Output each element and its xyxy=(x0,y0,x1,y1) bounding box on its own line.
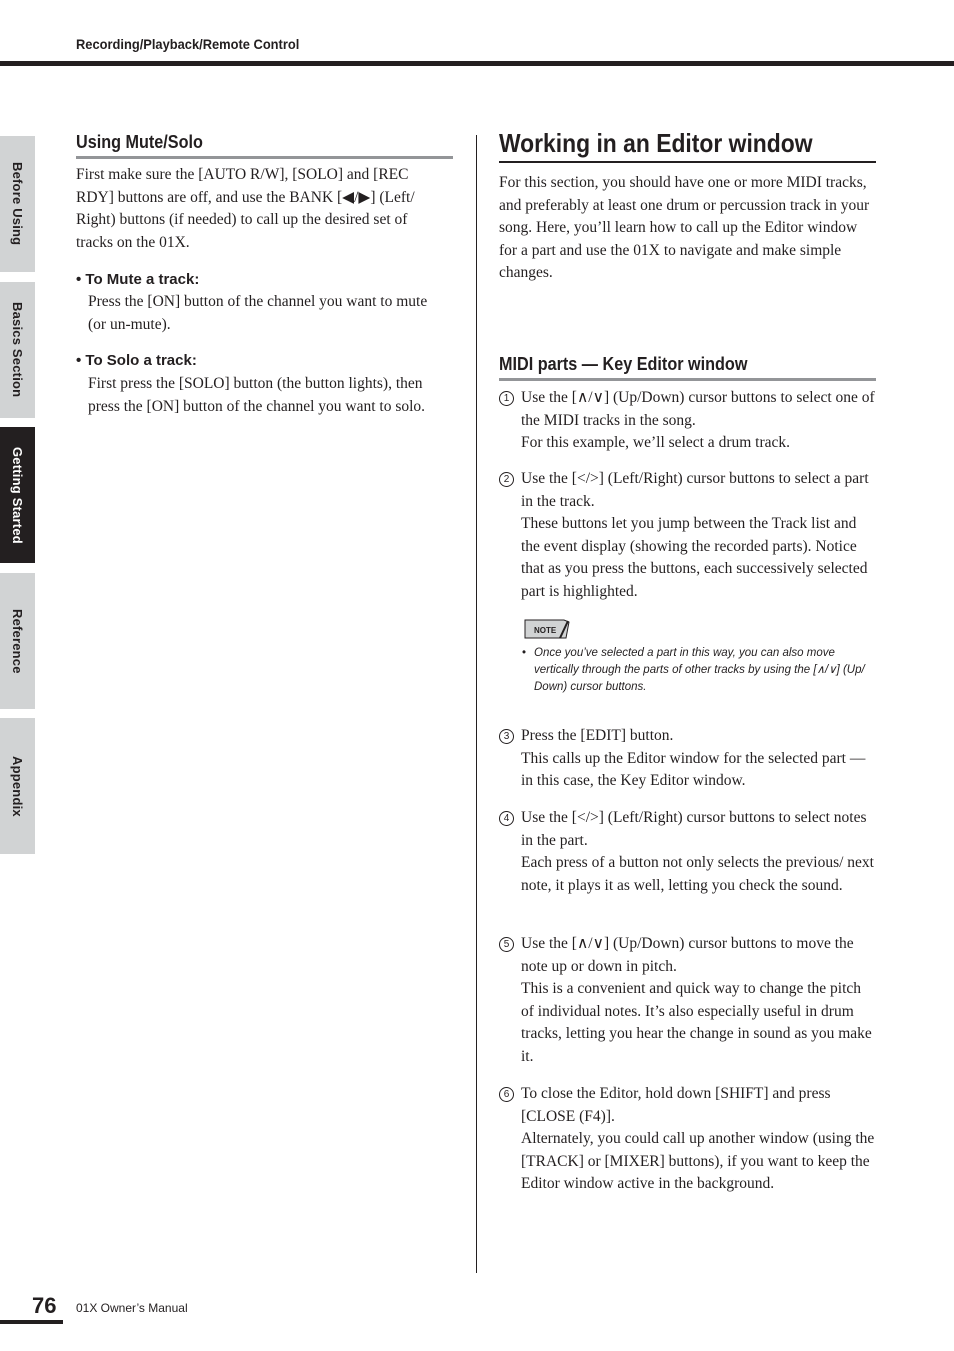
step-3 xyxy=(499,725,877,793)
mute-solo-intro: First make sure the [AUTO R/W], [SOLO] and [REC RDY] buttons are off, and use the BANK [◀/▶] (Left/ Right) buttons (if needed) to call up the desired set of tracks on the 01X. xyxy=(76,166,415,251)
section-heading-key-editor: MIDI parts — Key Editor window xyxy=(499,354,748,374)
step-number: 4 xyxy=(499,811,514,826)
side-tab-getting-started xyxy=(0,427,35,563)
step-number: 5 xyxy=(499,937,514,952)
step-text: Use the [</>] (Left/Right) cursor buttons to select notes in the part. xyxy=(521,809,867,849)
side-tab-label: Appendix xyxy=(10,755,25,817)
side-tab-reference xyxy=(0,573,35,709)
step-detail: These buttons let you jump between the Track list and the event display (showing the recorded parts). Notice that as you press the buttons, each successively selected part is highlighted. xyxy=(521,515,868,600)
footer-rule xyxy=(0,1320,63,1324)
title-rule xyxy=(499,161,876,163)
step-text: To close the Editor, hold down [SHIFT] and press [CLOSE (F4)]. xyxy=(521,1085,831,1125)
solo-subheading: • To Solo a track: xyxy=(76,352,197,369)
step-number: 6 xyxy=(499,1087,514,1102)
side-tab-appendix xyxy=(0,718,35,854)
solo-instructions: First press the [SOLO] button (the button lights), then press the [ON] button of the channel you want to solo. xyxy=(88,375,426,415)
side-tab-label: Getting Started xyxy=(10,446,25,544)
step-text: Use the [∧/∨] (Up/Down) cursor buttons to move the note up or down in pitch. xyxy=(521,935,854,975)
section-heading-mute-solo: Using Mute/Solo xyxy=(76,132,203,152)
side-tab-label: Before Using xyxy=(10,162,25,246)
heading-rule xyxy=(76,156,453,159)
step-1 xyxy=(499,387,877,455)
manual-title: 01X Owner’s Manual xyxy=(76,1301,188,1315)
step-number: 1 xyxy=(499,391,514,406)
step-text: Press the [EDIT] button. xyxy=(521,727,674,744)
header-rule xyxy=(0,61,954,66)
column-divider xyxy=(476,135,477,1273)
step-detail: For this example, we’ll select a drum track. xyxy=(521,434,791,452)
side-tab-before-using xyxy=(0,136,35,272)
mute-instructions: Press the [ON] button of the channel you want to mute (or un-mute). xyxy=(88,293,428,333)
page-number: 76 xyxy=(32,1293,57,1318)
step-detail: Alternately, you could call up another window (using the [TRACK] or [MIXER] buttons), if you want to keep the Editor window active in the background. xyxy=(521,1130,875,1193)
step-text: Use the [∧/∨] (Up/Down) cursor buttons to select one of the MIDI tracks in the song. xyxy=(521,389,875,429)
side-tab-label: Basics Section xyxy=(10,302,25,398)
note-bullet: • xyxy=(522,647,527,659)
heading-rule xyxy=(499,378,876,381)
step-detail: Each press of a button not only selects the previous/ next note, it plays it as well, letting you check the sound. xyxy=(521,854,874,894)
step-5 xyxy=(499,933,877,1069)
side-tab-label: Reference xyxy=(10,608,25,674)
note-body: Once you’ve selected a part in this way, you can also move vertically through the parts of other tracks by using the [∧/∨] (Up/ Down) cursor buttons. xyxy=(534,647,865,693)
step-detail: This calls up the Editor window for the selected part — in this case, the Key Editor window. xyxy=(521,749,866,790)
step-6 xyxy=(499,1083,877,1196)
note-text xyxy=(522,645,878,695)
step-2 xyxy=(499,468,877,604)
step-text: Use the [</>] (Left/Right) cursor buttons to select a part in the track. xyxy=(521,470,869,510)
step-detail: This is a convenient and quick way to change the pitch of individual notes. It’s also especially useful in drum tracks, letting you hear the change in sound as you make it. xyxy=(521,980,872,1065)
step-number: 2 xyxy=(499,472,514,487)
note-label: NOTE xyxy=(534,626,557,635)
page-section-title: Working in an Editor window xyxy=(499,128,813,158)
note-icon xyxy=(524,619,570,639)
step-number: 3 xyxy=(499,729,514,744)
step-4 xyxy=(499,807,877,897)
editor-intro: For this section, you should have one or more MIDI tracks, and preferably at least one drum or percussion track in your song. Here, you’ll learn how to call up the Editor window for a part and use the 01X to navigate and make simple changes. xyxy=(499,174,870,282)
mute-subheading: • To Mute a track: xyxy=(76,271,200,288)
running-header: Recording/Playback/Remote Control xyxy=(76,36,300,52)
side-tab-basics-section xyxy=(0,282,35,418)
